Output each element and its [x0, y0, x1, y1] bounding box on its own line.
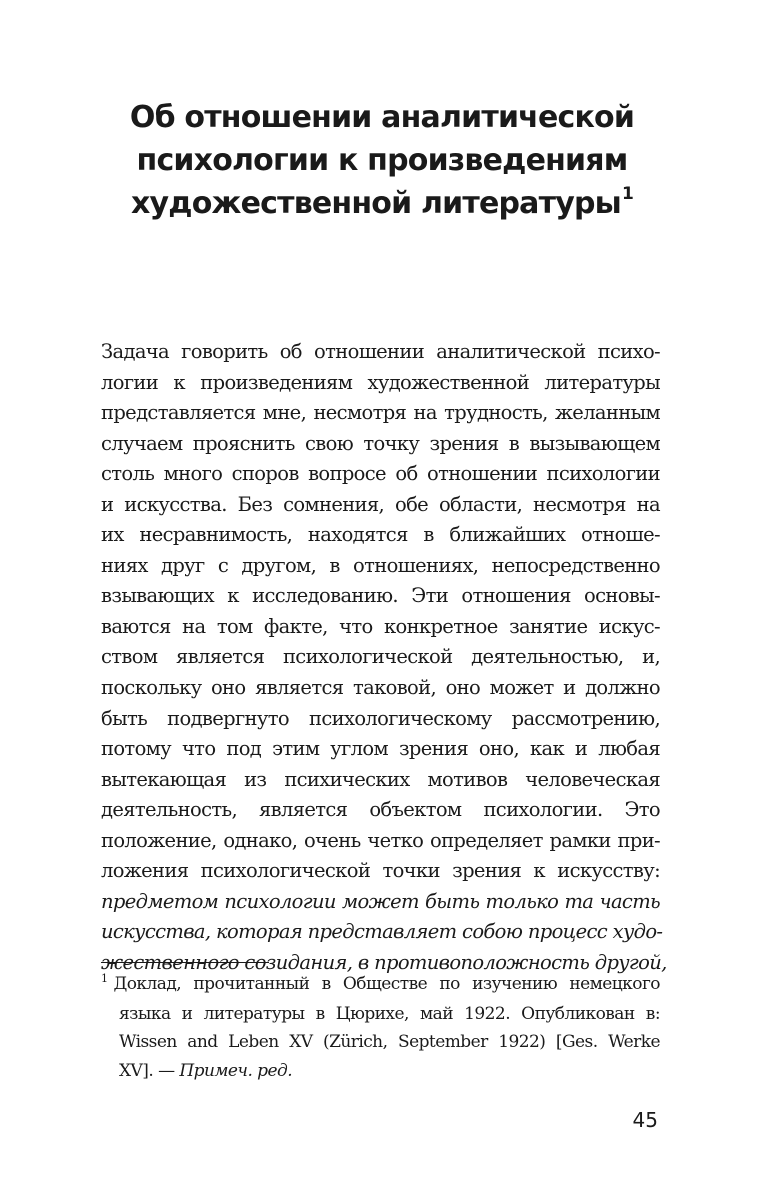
body-line: логии к произведениям художественной литературы [101, 370, 660, 394]
body-line: быть подвергнуто психологическому рассмотрению, [101, 706, 660, 730]
title-line-3: художественной литературы [130, 186, 621, 221]
chapter-title [60, 96, 704, 230]
body-line: случаем прояснить свою точку зрения в вызывающем [101, 431, 660, 455]
footnote-line: языка и литературы в Цюрихе, май 1922. Опубликован в: [119, 1004, 660, 1025]
body-line: ложения психологической точки зрения к искусству: [101, 859, 660, 883]
footnote-line-text: XV]. — [119, 1060, 180, 1081]
footnote-line [101, 970, 660, 1000]
footnote-line: Wissen and Leben XV (Zürich, September 1922) [Ges. Werke [119, 1032, 660, 1053]
footnote-divider [101, 962, 269, 963]
body-line: ваются на том факте, что конкретное занятие искус- [101, 614, 660, 638]
body-line: ниях друг с другом, в отношениях, непосредственно [101, 553, 660, 577]
body-line-italic: предметом психологии может быть только та часть [101, 889, 660, 913]
body-line: ством является психологической деятельностью, и, [101, 645, 660, 669]
body-line-italic: жественного созидания, в противоположность другой, [101, 950, 667, 974]
title-line-2: психологии к произведениям [136, 143, 628, 178]
page-number: 45 [632, 1108, 658, 1132]
body-line: взывающих к исследованию. Эти отношения основы- [101, 584, 660, 608]
body-line: столь много споров вопросе об отношении психологии [101, 462, 660, 486]
title-line-1: Об отношении аналитической [129, 100, 635, 135]
body-line: деятельность, является объектом психологии. Это [101, 798, 660, 822]
body-line: Задача говорить об отношении аналитической психо- [101, 340, 660, 363]
body-line: и искусства. Без сомнения, обе области, несмотря на [101, 492, 660, 516]
editor-note: Примеч. ред. [179, 1060, 293, 1081]
body-line: вытекающая из психических мотивов человеческая [101, 767, 660, 791]
body-line: потому что под этим углом зрения оно, как и любая [101, 737, 660, 761]
footnote-line-text: Доклад, прочитанный в Обществе по изучению немецкого [113, 974, 660, 994]
body-line: поскольку оно является таковой, оно может и должно [101, 676, 660, 700]
body-line: положение, однако, очень четко определяет рамки при- [101, 828, 660, 852]
footnote-marker: 1 [101, 972, 108, 985]
body-line-italic: искусства, которая представляет собою процесс худо- [101, 920, 663, 944]
footnote [101, 970, 660, 1085]
title-footnote-ref: 1 [621, 184, 633, 204]
body-paragraph [101, 337, 667, 978]
body-line: представляется мне, несмотря на трудность, желанным [101, 401, 660, 425]
footnote-line [101, 1057, 660, 1085]
body-line: их несравнимость, находятся в ближайших отноше- [101, 523, 660, 547]
